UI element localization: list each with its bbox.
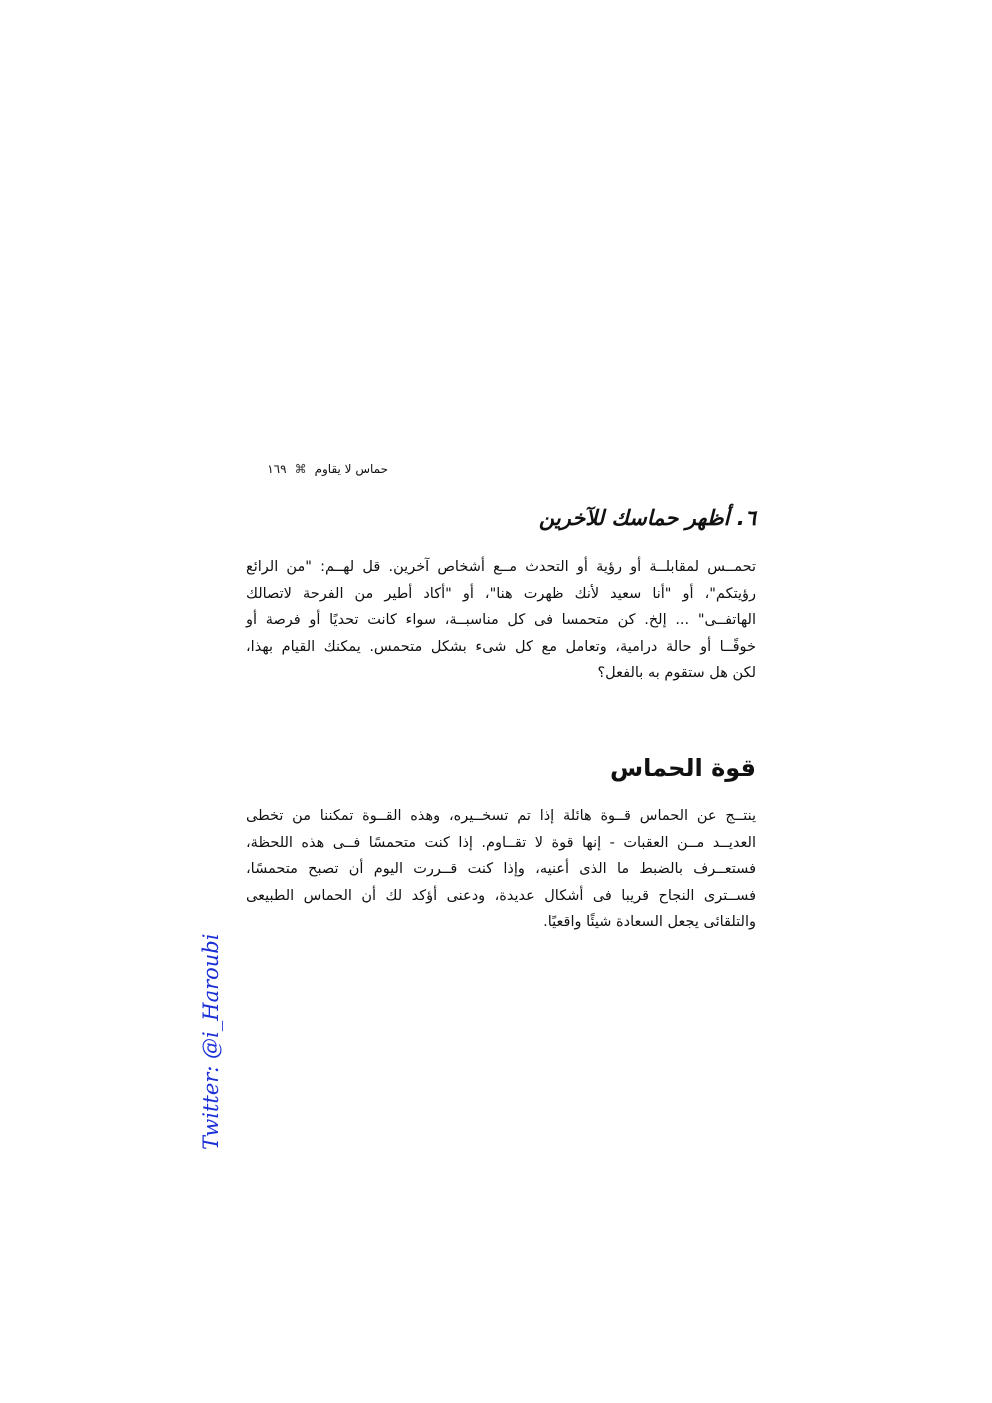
text-line: فســترى النجاح قريبا فى أشكال عديدة، ودعنى أؤكد لك أن الحماس الطبيعى: [246, 887, 756, 904]
text-line: خوفًــا أو حالة درامية، وتعامل مع كل شىء بشكل متحمس. يمكنك القيام بهذا،: [246, 638, 756, 655]
text-line: والتلقائى يجعل السعادة شيئًا واقعيًا.: [543, 914, 756, 930]
text-line: فستعــرف بالضبط ما الذى أعنيه، وإذا كنت قــررت اليوم أن تصبح متحمسًا،: [246, 861, 756, 877]
section-heading-power-of-enthusiasm: قوة الحماس: [609, 754, 756, 782]
text-line: تحمــس لمقابلــة أو رؤية أو التحدث مــع أشخاص آخرين. قل لهــم: "من الرائع: [246, 559, 756, 575]
text-line: ينتــج عن الحماس قــوة هائلة إذا تم تسخــيره، وهذه القــوة تمكننا من تخطى: [246, 808, 756, 824]
running-title: حماس لا يقاوم: [314, 462, 388, 476]
page-number: ١٦٩: [267, 462, 287, 476]
paragraph-power-of-enthusiasm: [246, 803, 756, 936]
text-line: العديــد مــن العقبات - إنها قوة لا تقــاوم. إذا كنت متحمسًا فــى هذه اللحظة،: [246, 834, 756, 851]
ornament-icon: ⌘: [294, 462, 307, 476]
twitter-watermark: Twitter: @i_Haroubi: [199, 933, 223, 1150]
text-line: رؤيتكم"، أو "أنا سعيد لأنك ظهرت هنا"، أو "أكاد أطير من الفرحة لاتصالك: [246, 585, 756, 602]
paragraph-show-enthusiasm: [246, 554, 756, 687]
text-line: لكن هل ستقوم به بالفعل؟: [597, 665, 756, 681]
section-heading-show-enthusiasm: ٦. أظهر حماسك للآخرين: [538, 506, 756, 530]
text-line: الهاتفــى" ... إلخ. كن متحمسا فى كل مناسبــة، سواء كانت تحديًا أو فرصة أو: [246, 612, 756, 628]
running-header: [248, 459, 388, 479]
